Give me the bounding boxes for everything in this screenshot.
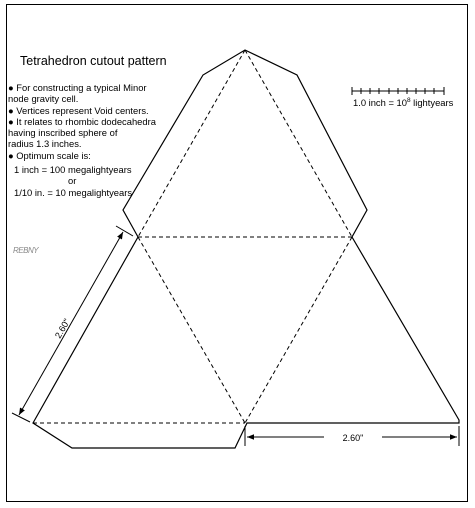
- note-1-cont: node gravity cell.: [8, 93, 79, 105]
- scale-bar-suffix: lightyears: [410, 97, 454, 109]
- note-3-cont2: radius 1.3 inches.: [8, 138, 82, 150]
- fold-line-left: [138, 50, 245, 237]
- note-2: ● Vertices represent Void centers.: [8, 104, 149, 116]
- scale-bar-prefix: 1.0 inch = 10: [353, 97, 407, 109]
- note-1: ● For constructing a typical Minor: [8, 82, 147, 93]
- dimension-left: [12, 226, 133, 422]
- scale-bar: [352, 87, 444, 95]
- pattern-title: Tetrahedron cutout pattern: [20, 54, 167, 68]
- dimension-left-label: 2.60": [52, 317, 72, 340]
- fold-line-inner-right: [245, 237, 352, 423]
- dimension-bottom-label: 2.60": [342, 433, 364, 443]
- fold-lines: [33, 50, 352, 423]
- note-3-cont: having inscribed sphere of: [8, 127, 118, 139]
- scale-line-2: 1/10 in. = 10 megalightyears: [14, 186, 133, 198]
- scale-bar-exponent: 8: [406, 97, 411, 104]
- scale-or: or: [68, 175, 77, 187]
- note-3: ● It relates to rhombic dodecahedra: [8, 115, 156, 127]
- note-4: ● Optimum scale is:: [8, 149, 91, 161]
- logo: REBNY: [13, 246, 39, 255]
- fold-line-inner-left: [138, 237, 245, 423]
- cut-outline: [33, 50, 459, 448]
- scale-line-1: 1 inch = 100 megalightyears: [14, 164, 132, 175]
